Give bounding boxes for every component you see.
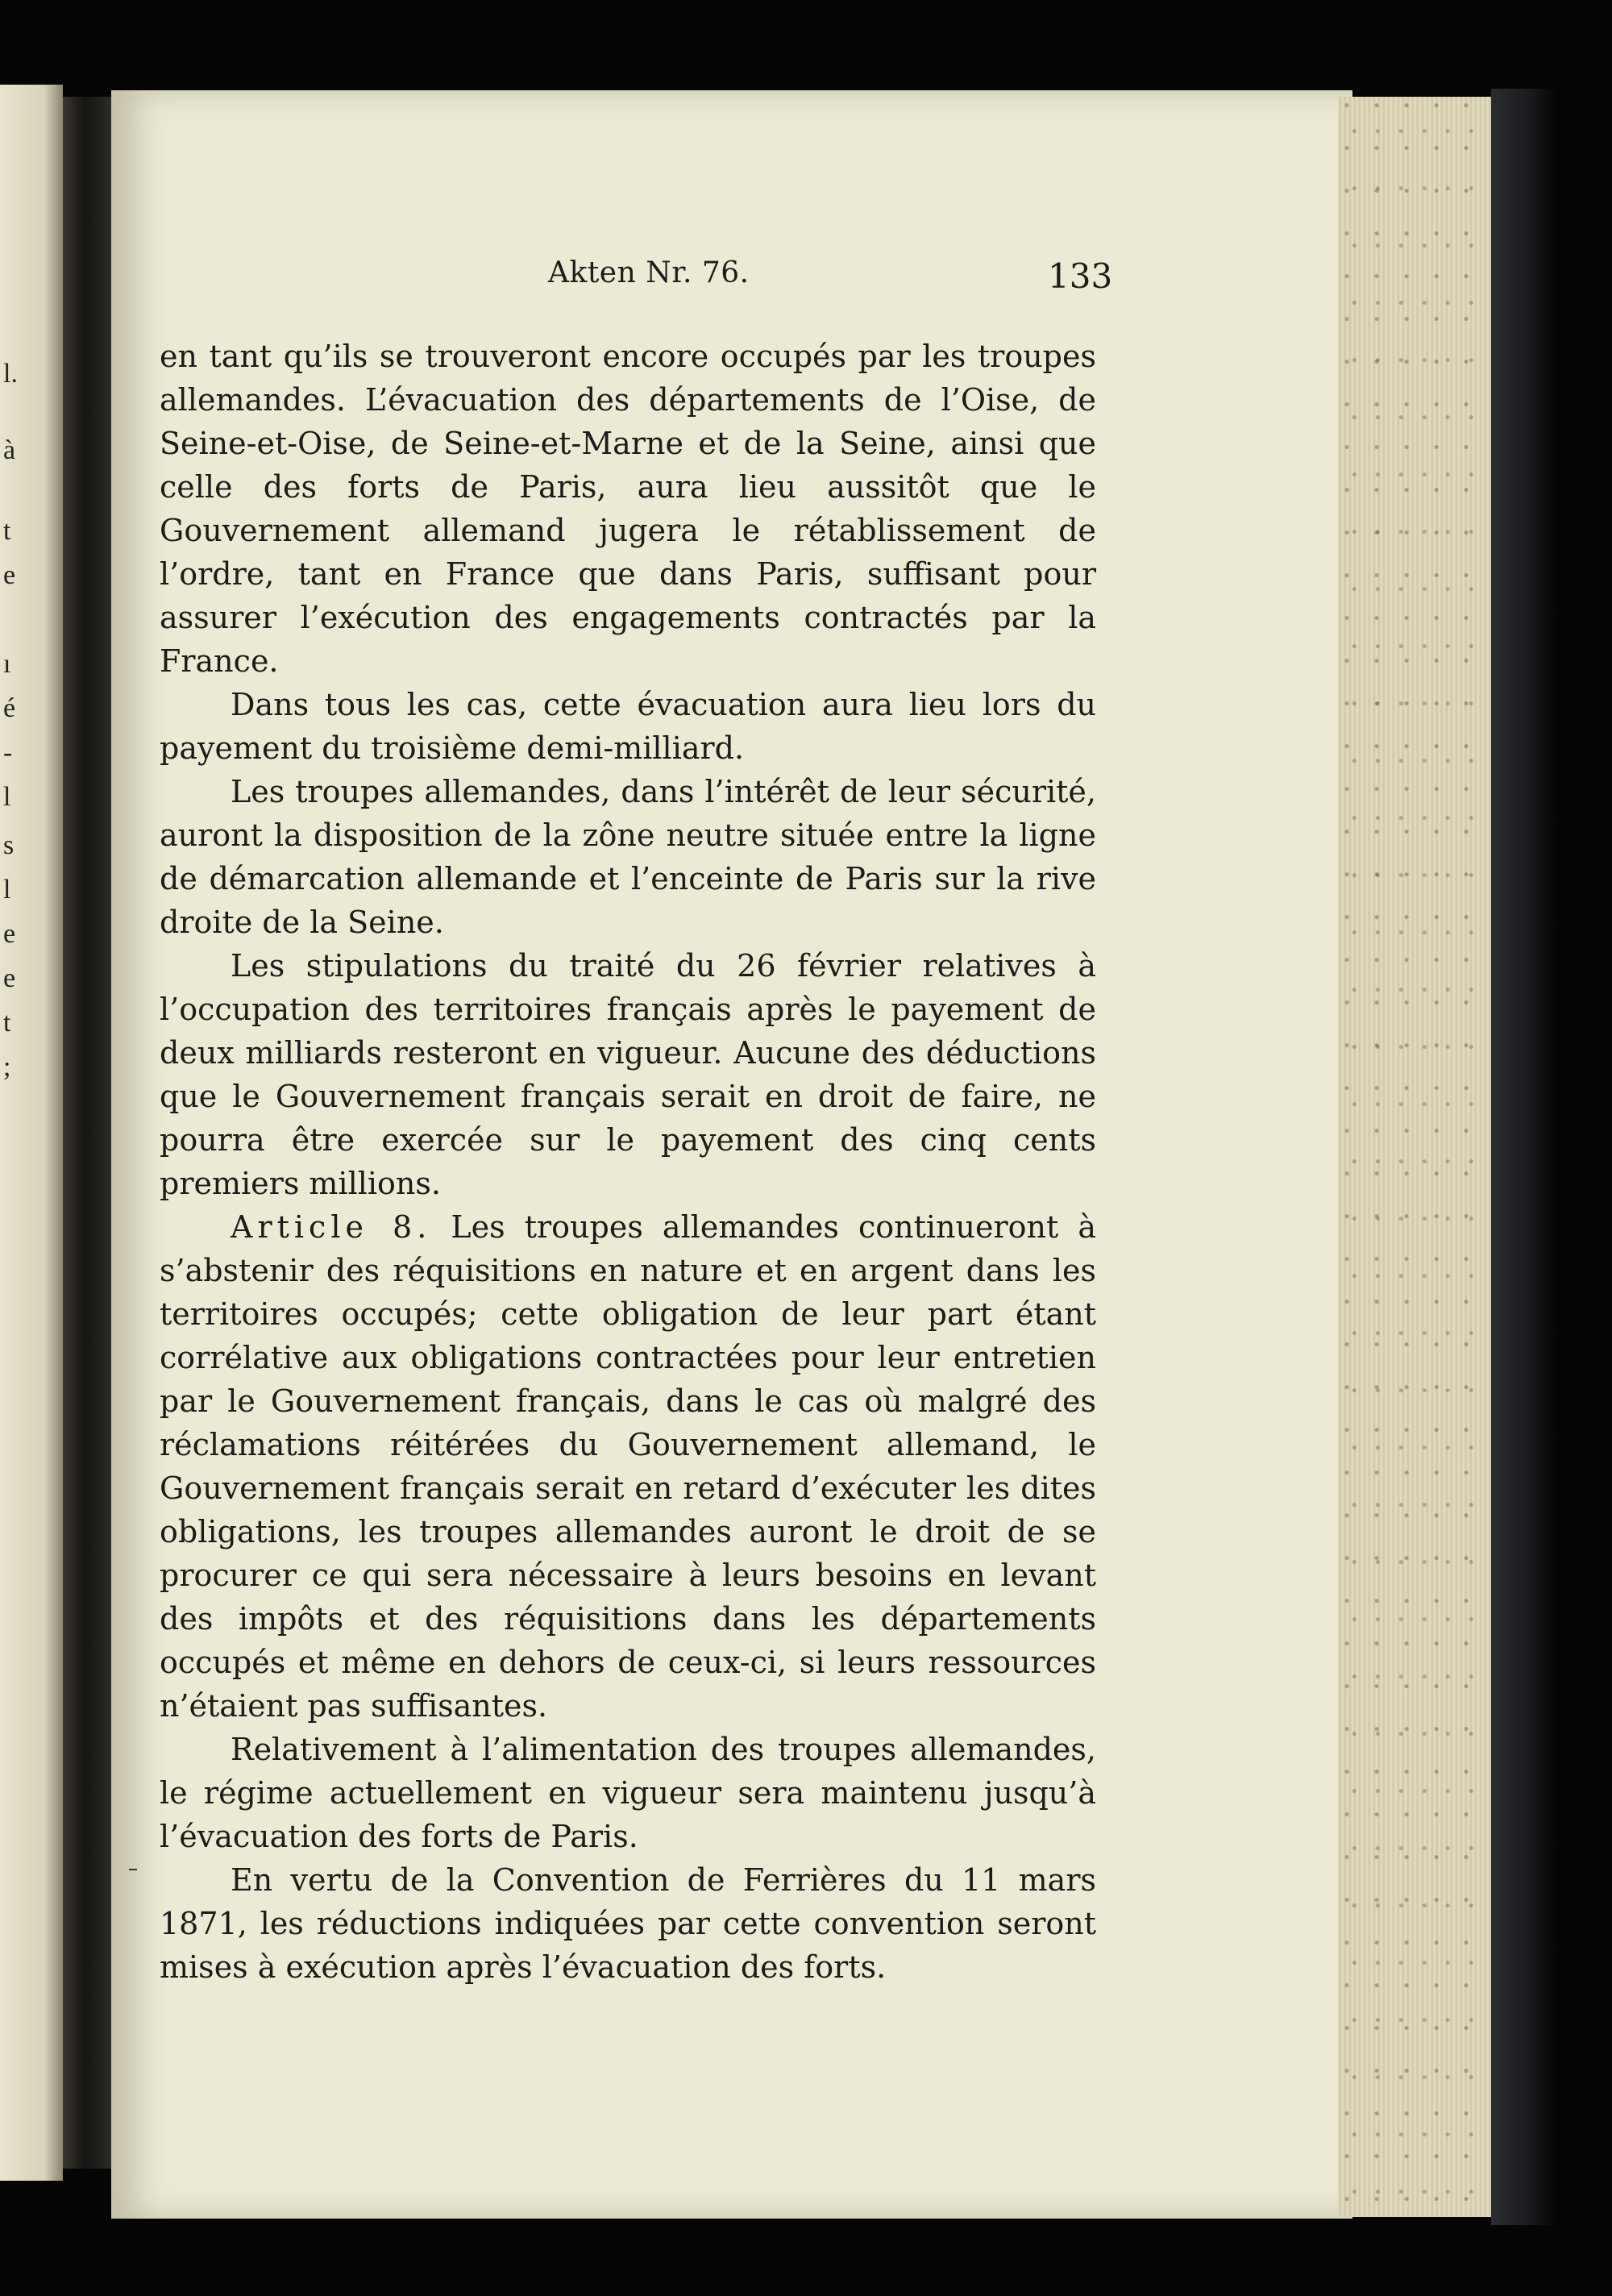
paragraph: Dans tous les cas, cette évacuation aura lieu lors du payement du troisième demi-milliard. xyxy=(160,687,1096,766)
margin-glyph: l xyxy=(3,782,11,812)
page-edges xyxy=(1338,97,1507,2217)
margin-glyph: l. xyxy=(3,359,18,389)
paragraph: Les stipulations du traité du 26 février relatives à l’occupation des territoires français après le payement de deux milliards resteront en vigueur. Aucune des déductions que le Gouvernement français serait en droit de faire, ne pourra être exercée sur le payement des cinq cents premiers millions. xyxy=(160,948,1096,1201)
paragraph: Relativement à l’alimentation des troupes allemandes, le régime actuellement en vigueur sera maintenu jusqu’à l’évacuation des forts de Paris. xyxy=(160,1732,1096,1854)
body-text xyxy=(160,335,1096,1989)
margin-glyph: s xyxy=(3,830,15,860)
margin-glyph: é xyxy=(3,693,16,723)
book-cover-edge xyxy=(1491,89,1556,2225)
book-gutter xyxy=(63,97,111,2169)
margin-glyph: t xyxy=(3,516,11,546)
margin-glyph: - xyxy=(3,738,13,767)
margin-glyph: t xyxy=(3,1008,11,1038)
article-paragraph xyxy=(160,1205,1096,1728)
margin-glyph: à xyxy=(3,435,16,465)
margin-glyph: l xyxy=(3,875,11,905)
paragraph: En vertu de la Convention de Ferrières du 11 mars 1871, les réductions indiquées par cette convention seront mises à exécution après l’évacuation des forts. xyxy=(160,1862,1096,1985)
page-number: 133 xyxy=(1048,256,1113,296)
margin-glyph: ; xyxy=(3,1052,11,1082)
article-heading: Article 8. xyxy=(231,1209,432,1245)
margin-glyph: ı xyxy=(3,649,11,679)
paragraph: Les troupes allemandes, dans l’intérêt de leur sécurité, auront la disposition de la zône neutre située entre la ligne de démarcation allemande et l’enceinte de Paris sur la rive droite de la Seine. xyxy=(160,774,1096,940)
paragraph: en tant qu’ils se trouveront encore occupés par les troupes allemandes. L’évacuation des départements de l’Oise, de Seine-et-Oise, de Seine-et-Marne et de la Seine, ainsi que celle des forts de Paris, aura lieu aussitôt que le Gouvernement allemand jugera le rétablissement de l’ordre, tant en France que dans Paris, suffisant pour assurer l’exécution des engagements contractés par la France. xyxy=(160,339,1096,679)
running-head: Akten Nr. 76. xyxy=(548,256,750,289)
article-text: Les troupes allemandes continueront à s’abstenir des réquisitions en nature et en argent dans les territoires occupés; cette obligation de leur part étant corrélative aux obligations contractées pour leur entretien par le Gouvernement français, dans le cas où malgré des réclamations réitérées du Gouvernement allemand, le Gouvernement français serait en retard d’exécuter les dites obligations, les troupes allemandes auront le droit de se procurer ce qui sera nécessaire à leurs besoins en levant des impôts et des réquisitions dans les départements occupés et même en dehors de ceux-ci, si leurs ressources n’étaient pas suffisantes. xyxy=(160,1209,1096,1724)
margin-glyph: e xyxy=(3,919,16,949)
previous-page-fragment xyxy=(0,85,63,2181)
margin-glyph: e xyxy=(3,560,16,590)
margin-mark xyxy=(129,1869,137,1870)
margin-glyph: e xyxy=(3,963,16,993)
